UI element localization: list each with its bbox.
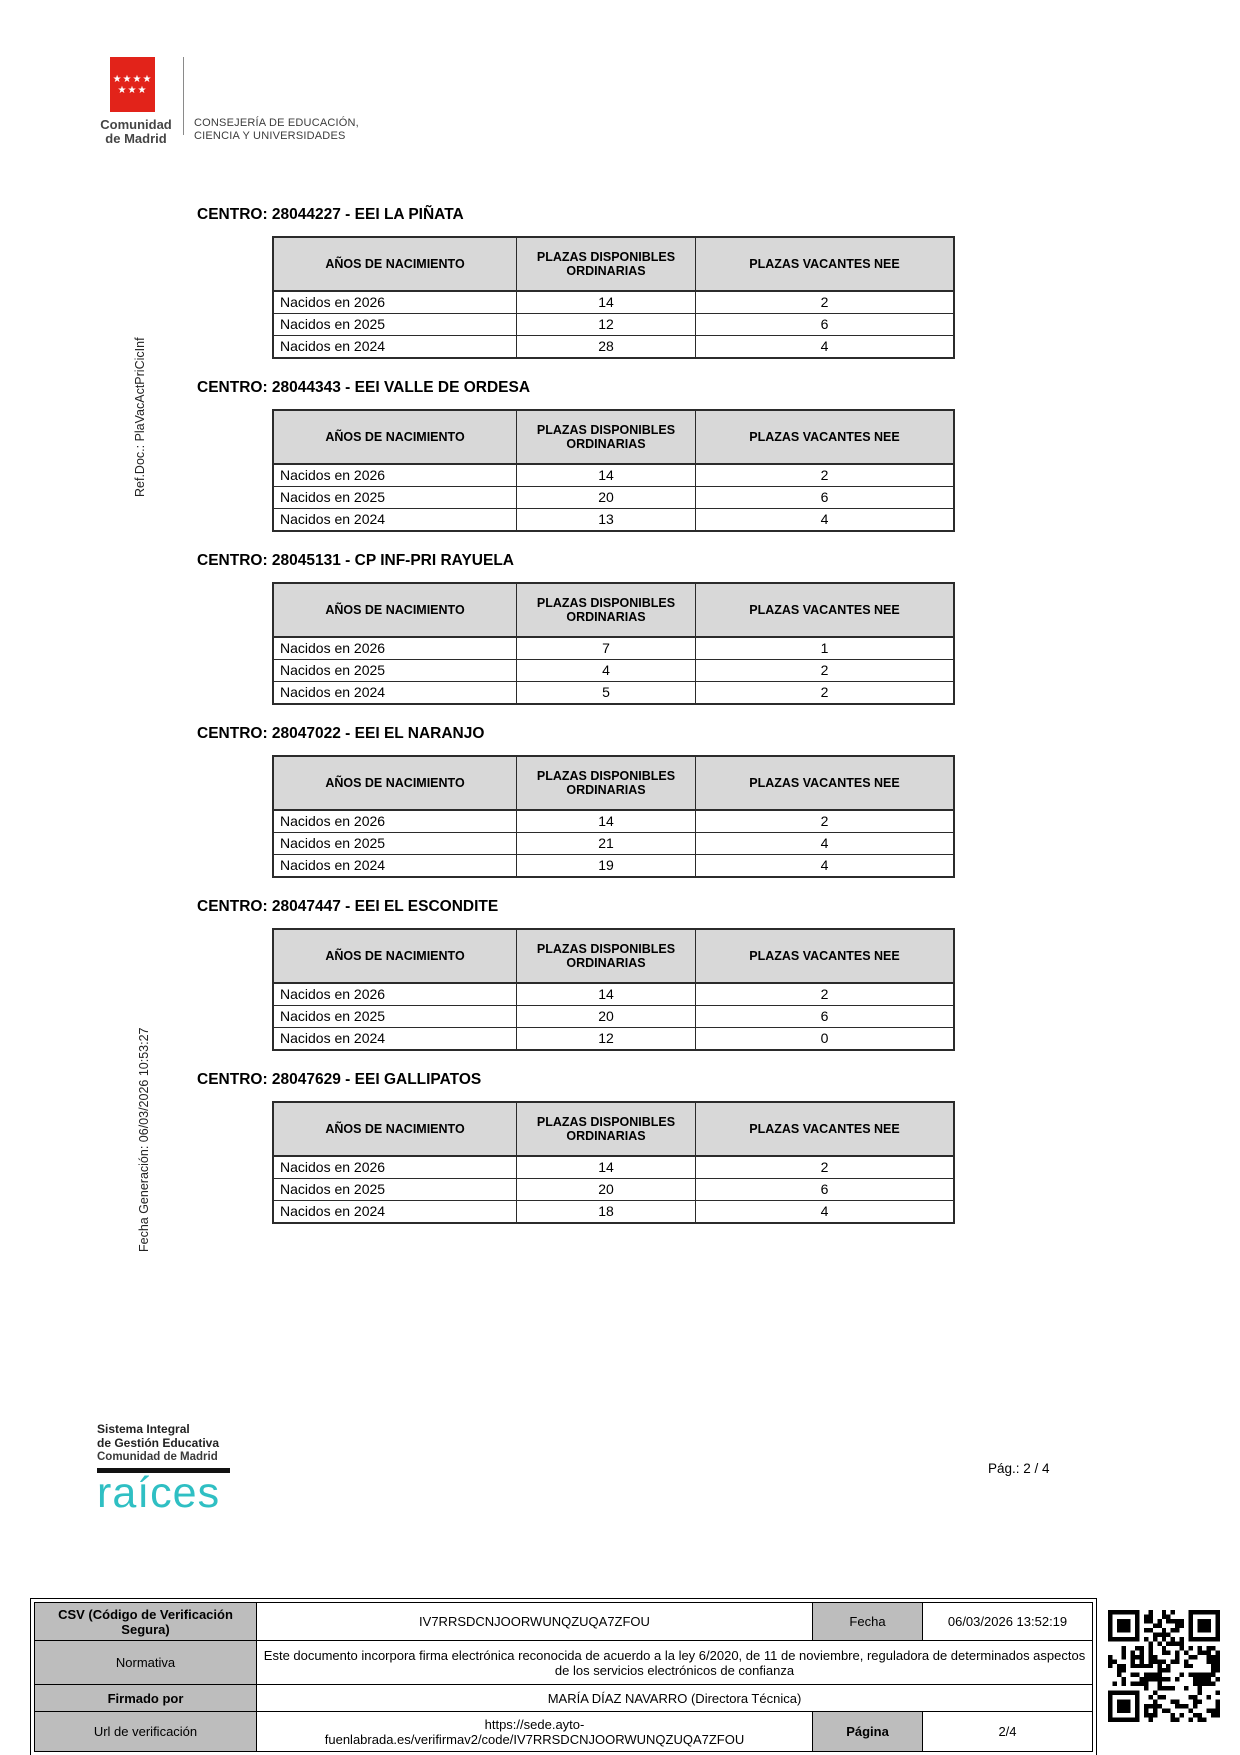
center-section [0, 206, 1240, 359]
table-row [273, 833, 954, 855]
url-value: https://sede.ayto-fuenlabrada.es/verifirmav2/code/IV7RRSDCNJOORWUNQZUQA7ZFOU [257, 1712, 813, 1752]
table-row [273, 1028, 954, 1051]
value-cell: 12 [517, 314, 696, 336]
firmado-row [35, 1685, 1093, 1712]
pagina-value: 2/4 [923, 1712, 1093, 1752]
value-cell: 2 [696, 660, 955, 682]
table-header-row [273, 237, 954, 291]
col-header-plazas-nee: PLAZAS VACANTES NEE [696, 929, 955, 983]
value-cell: 7 [517, 637, 696, 660]
table-header-row [273, 929, 954, 983]
center-section [0, 552, 1240, 705]
brand-line1: Comunidad [100, 117, 172, 132]
value-cell: 4 [696, 833, 955, 855]
birth-year-cell: Nacidos en 2026 [273, 983, 517, 1006]
value-cell: 1 [696, 637, 955, 660]
centers-container [0, 206, 1240, 1244]
firmado-label: Firmado por [35, 1685, 257, 1712]
birth-year-cell: Nacidos en 2024 [273, 1028, 517, 1051]
birth-year-cell: Nacidos en 2025 [273, 660, 517, 682]
table-row [273, 509, 954, 532]
raices-wordmark: raíces [97, 1469, 221, 1517]
value-cell: 2 [696, 291, 955, 314]
value-cell: 28 [517, 336, 696, 359]
value-cell: 5 [517, 682, 696, 705]
table-row [273, 487, 954, 509]
value-cell: 2 [696, 983, 955, 1006]
birth-year-cell: Nacidos en 2025 [273, 1179, 517, 1201]
value-cell: 12 [517, 1028, 696, 1051]
raices-line2: de Gestión Educativa [97, 1436, 220, 1450]
center-section [0, 725, 1240, 878]
col-header-anios-nacimiento: AÑOS DE NACIMIENTO [273, 929, 517, 983]
comunidad-madrid-logo [97, 57, 359, 146]
birth-year-cell: Nacidos en 2024 [273, 509, 517, 532]
table-row [273, 810, 954, 833]
org-name [194, 117, 359, 146]
table-header-row [273, 583, 954, 637]
col-header-anios-nacimiento: AÑOS DE NACIMIENTO [273, 410, 517, 464]
col-header-plazas-ordinarias: PLAZAS DISPONIBLES ORDINARIAS [517, 1102, 696, 1156]
value-cell: 2 [696, 1156, 955, 1179]
plazas-table [272, 582, 955, 705]
plazas-table [272, 236, 955, 359]
firmado-value: MARÍA DÍAZ NAVARRO (Directora Técnica) [257, 1685, 1093, 1712]
value-cell: 4 [517, 660, 696, 682]
birth-year-cell: Nacidos en 2026 [273, 1156, 517, 1179]
value-cell: 6 [696, 1006, 955, 1028]
value-cell: 20 [517, 487, 696, 509]
pagina-label: Página [813, 1712, 923, 1752]
madrid-flag-icon [110, 57, 155, 112]
col-header-plazas-ordinarias: PLAZAS DISPONIBLES ORDINARIAS [517, 929, 696, 983]
birth-year-cell: Nacidos en 2024 [273, 336, 517, 359]
value-cell: 6 [696, 1179, 955, 1201]
col-header-plazas-nee: PLAZAS VACANTES NEE [696, 583, 955, 637]
center-title: CENTRO: 28045131 - CP INF-PRI RAYUELA [197, 552, 514, 569]
verification-table [34, 1602, 1093, 1752]
plazas-table [272, 928, 955, 1051]
plazas-table [272, 755, 955, 878]
table-row [273, 291, 954, 314]
value-cell: 20 [517, 1179, 696, 1201]
logo-divider [183, 57, 184, 135]
value-cell: 21 [517, 833, 696, 855]
csv-row [35, 1603, 1093, 1641]
birth-year-cell: Nacidos en 2024 [273, 1201, 517, 1224]
table-row [273, 1156, 954, 1179]
qr-code [1108, 1610, 1220, 1722]
value-cell: 4 [696, 1201, 955, 1224]
table-row [273, 682, 954, 705]
col-header-plazas-nee: PLAZAS VACANTES NEE [696, 410, 955, 464]
verification-block [30, 1598, 1097, 1755]
value-cell: 0 [696, 1028, 955, 1051]
center-title: CENTRO: 28044343 - EEI VALLE DE ORDESA [197, 379, 531, 396]
page-number: Pág.: 2 / 4 [988, 1461, 1050, 1476]
raices-logo [97, 1422, 317, 1515]
col-header-plazas-nee: PLAZAS VACANTES NEE [696, 237, 955, 291]
col-header-anios-nacimiento: AÑOS DE NACIMIENTO [273, 756, 517, 810]
birth-year-cell: Nacidos en 2024 [273, 682, 517, 705]
value-cell: 20 [517, 1006, 696, 1028]
value-cell: 14 [517, 291, 696, 314]
center-title: CENTRO: 28044227 - EEI LA PIÑATA [197, 206, 464, 223]
col-header-anios-nacimiento: AÑOS DE NACIMIENTO [273, 583, 517, 637]
table-row [273, 314, 954, 336]
value-cell: 6 [696, 487, 955, 509]
brand-name [97, 118, 175, 146]
center-section [0, 1071, 1240, 1224]
value-cell: 4 [696, 509, 955, 532]
value-cell: 13 [517, 509, 696, 532]
col-header-anios-nacimiento: AÑOS DE NACIMIENTO [273, 1102, 517, 1156]
madrid-flag-column [97, 57, 175, 146]
birth-year-cell: Nacidos en 2025 [273, 1006, 517, 1028]
value-cell: 2 [696, 464, 955, 487]
table-row [273, 1201, 954, 1224]
value-cell: 14 [517, 810, 696, 833]
brand-line2: de Madrid [105, 131, 167, 146]
birth-year-cell: Nacidos en 2026 [273, 291, 517, 314]
col-header-plazas-ordinarias: PLAZAS DISPONIBLES ORDINARIAS [517, 583, 696, 637]
table-row [273, 983, 954, 1006]
center-section [0, 898, 1240, 1051]
madrid-stars-bottom: ★★★ [117, 84, 148, 96]
col-header-plazas-nee: PLAZAS VACANTES NEE [696, 756, 955, 810]
col-header-plazas-nee: PLAZAS VACANTES NEE [696, 1102, 955, 1156]
url-label: Url de verificación [35, 1712, 257, 1752]
normativa-row [35, 1641, 1093, 1685]
table-row [273, 637, 954, 660]
org-line1: CONSEJERÍA DE EDUCACIÓN, [194, 117, 359, 129]
fecha-generacion-vertical-text: Fecha Generación: 06/03/2026 10:53:27 [137, 1027, 151, 1252]
col-header-anios-nacimiento: AÑOS DE NACIMIENTO [273, 237, 517, 291]
plazas-table [272, 1101, 955, 1224]
value-cell: 14 [517, 983, 696, 1006]
birth-year-cell: Nacidos en 2026 [273, 637, 517, 660]
value-cell: 18 [517, 1201, 696, 1224]
ref-doc-vertical-text: Ref.Doc.: PlaVacActPriCicInf [133, 337, 147, 497]
csv-value: IV7RRSDCNJOORWUNQZUQA7ZFOU [257, 1603, 813, 1641]
raices-line3: Comunidad de Madrid [97, 1451, 218, 1463]
birth-year-cell: Nacidos en 2024 [273, 855, 517, 878]
col-header-plazas-ordinarias: PLAZAS DISPONIBLES ORDINARIAS [517, 237, 696, 291]
table-row [273, 336, 954, 359]
table-row [273, 464, 954, 487]
center-title: CENTRO: 28047629 - EEI GALLIPATOS [197, 1071, 482, 1088]
value-cell: 4 [696, 855, 955, 878]
birth-year-cell: Nacidos en 2026 [273, 464, 517, 487]
madrid-stars-top: ★★★★ [112, 73, 153, 85]
table-header-row [273, 410, 954, 464]
table-row [273, 1179, 954, 1201]
value-cell: 14 [517, 1156, 696, 1179]
value-cell: 2 [696, 682, 955, 705]
value-cell: 6 [696, 314, 955, 336]
plazas-table [272, 409, 955, 532]
center-title: CENTRO: 28047022 - EEI EL NARANJO [197, 725, 485, 742]
value-cell: 4 [696, 336, 955, 359]
birth-year-cell: Nacidos en 2025 [273, 314, 517, 336]
url-row [35, 1712, 1093, 1752]
table-header-row [273, 1102, 954, 1156]
raices-line1: Sistema Integral [97, 1422, 190, 1436]
value-cell: 2 [696, 810, 955, 833]
col-header-plazas-ordinarias: PLAZAS DISPONIBLES ORDINARIAS [517, 756, 696, 810]
value-cell: 14 [517, 464, 696, 487]
birth-year-cell: Nacidos en 2026 [273, 810, 517, 833]
center-title: CENTRO: 28047447 - EEI EL ESCONDITE [197, 898, 499, 915]
table-row [273, 1006, 954, 1028]
org-line2: CIENCIA Y UNIVERSIDADES [194, 130, 346, 142]
fecha-label: Fecha [813, 1603, 923, 1641]
table-row [273, 660, 954, 682]
table-header-row [273, 756, 954, 810]
normativa-value: Este documento incorpora firma electrónica reconocida de acuerdo a la ley 6/2020, de 11 de noviembre, reguladora de determinados aspectos de los servicios electrónicos de confianza [257, 1641, 1093, 1685]
birth-year-cell: Nacidos en 2025 [273, 833, 517, 855]
table-row [273, 855, 954, 878]
value-cell: 19 [517, 855, 696, 878]
normativa-label: Normativa [35, 1641, 257, 1685]
csv-label: CSV (Código de Verificación Segura) [35, 1603, 257, 1641]
col-header-plazas-ordinarias: PLAZAS DISPONIBLES ORDINARIAS [517, 410, 696, 464]
fecha-value: 06/03/2026 13:52:19 [923, 1603, 1093, 1641]
birth-year-cell: Nacidos en 2025 [273, 487, 517, 509]
center-section [0, 379, 1240, 532]
